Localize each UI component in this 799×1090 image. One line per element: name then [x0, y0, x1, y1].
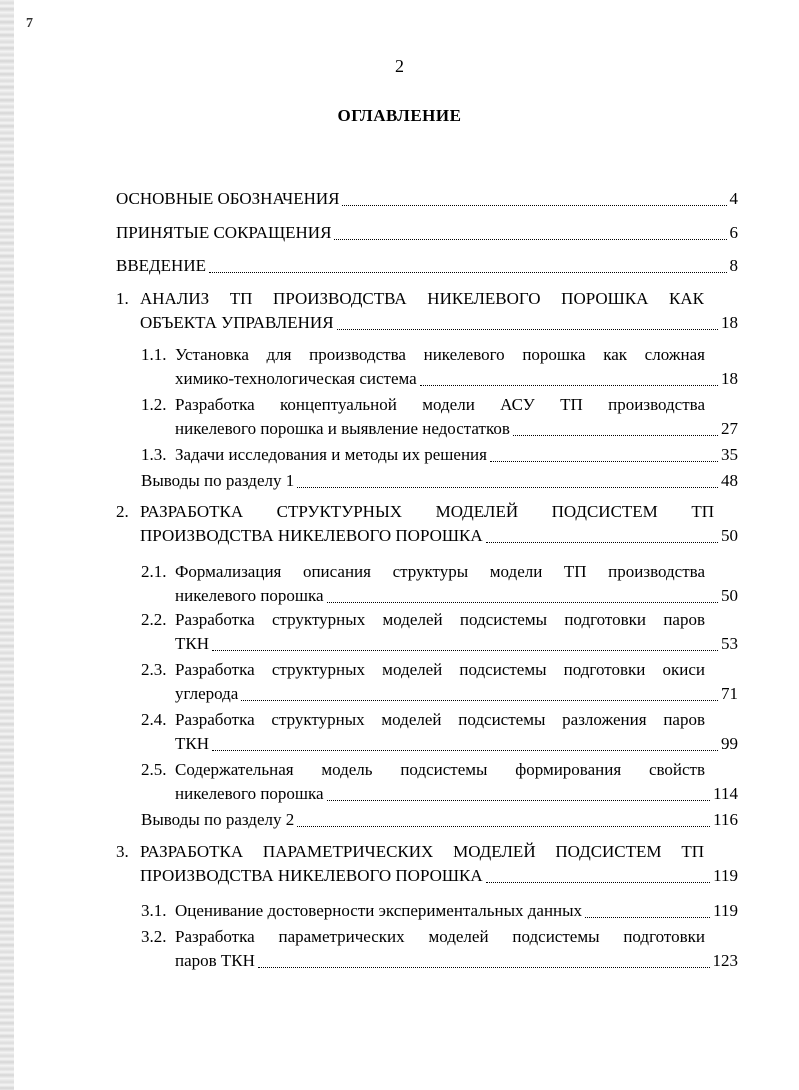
toc-number: 2.: [116, 502, 129, 521]
dot-leader: [212, 649, 718, 651]
toc-number: 2.4.: [141, 710, 167, 729]
toc-number: 3.2.: [141, 927, 167, 946]
toc-label-line2: углерода: [175, 684, 239, 703]
toc-page: 119: [713, 901, 738, 920]
toc-label-line2: ПРОИЗВОДСТВА НИКЕЛЕВОГО ПОРОШКА: [140, 866, 483, 885]
toc-page: 4: [729, 189, 738, 208]
toc-entry-section-2-2[interactable]: [141, 608, 738, 656]
toc-page: 99: [721, 734, 738, 753]
toc-entry-main-symbols[interactable]: [116, 187, 738, 211]
toc-page: 116: [713, 810, 738, 829]
toc-page: 53: [721, 634, 738, 653]
dot-leader: [297, 486, 718, 488]
dot-leader: [420, 384, 718, 386]
dot-leader: [209, 271, 727, 273]
toc-label-line1: РАЗРАБОТКА ПАРАМЕТРИЧЕСКИХ МОДЕЛЕЙ ПОДСИСТЕМ ТП: [140, 842, 704, 861]
toc-label: ОСНОВНЫЕ ОБОЗНАЧЕНИЯ: [116, 189, 340, 208]
toc-entry-chapter-1[interactable]: [116, 287, 738, 335]
dot-leader: [334, 238, 726, 240]
toc-label: Выводы по разделу 1: [141, 471, 295, 490]
toc-page: 50: [721, 586, 738, 605]
toc-entry-section-1-1[interactable]: [141, 343, 738, 391]
dot-leader: [327, 799, 711, 801]
toc-page: 123: [712, 951, 738, 970]
toc-entry-chapter-2[interactable]: [116, 500, 738, 548]
toc-label: Оценивание достоверности экспериментальных данных: [175, 901, 583, 920]
toc-number: 1.1.: [141, 345, 167, 364]
toc-entry-section-3-2[interactable]: [141, 925, 738, 973]
toc-number: 3.: [116, 842, 129, 861]
toc-label-line2: ТКН: [175, 734, 209, 753]
dot-leader: [297, 825, 710, 827]
toc-page: 35: [721, 445, 738, 464]
toc-entry-section-1-2[interactable]: [141, 393, 738, 441]
toc-page: 8: [729, 256, 738, 275]
dot-leader: [212, 749, 718, 751]
toc-label: Задачи исследования и методы их решения: [175, 445, 487, 464]
toc-label-line1: Разработка структурных моделей подсистемы подготовки паров: [175, 610, 705, 629]
toc-entry-section-1-3[interactable]: [141, 443, 738, 467]
dot-leader: [585, 916, 710, 918]
toc-page: 27: [721, 419, 738, 438]
toc-page: 50: [721, 526, 738, 545]
dot-leader: [327, 601, 718, 603]
toc-label: ВВЕДЕНИЕ: [116, 256, 206, 275]
dot-leader: [258, 966, 710, 968]
toc-entry-section-2-1[interactable]: [141, 560, 738, 608]
toc-label-line1: Содержательная модель подсистемы формирования свойств: [175, 760, 705, 779]
toc-number: 1.2.: [141, 395, 167, 414]
toc-label-line2: никелевого порошка: [175, 784, 324, 803]
page-number: 2: [395, 56, 404, 76]
dot-leader: [486, 881, 710, 883]
toc-number: 2.1.: [141, 562, 167, 581]
toc-page: 18: [721, 369, 738, 388]
toc-entry-main-abbreviations[interactable]: [116, 221, 738, 245]
page-title: ОГЛАВЛЕНИЕ: [337, 106, 462, 125]
toc-label-line2: ТКН: [175, 634, 209, 653]
toc-entry-main-introduction[interactable]: [116, 254, 738, 278]
toc-label-line1: Формализация описания структуры модели ТП производства: [175, 562, 705, 581]
toc-page: 114: [713, 784, 738, 803]
toc-number: 2.2.: [141, 610, 167, 629]
scan-edge-artifact: [0, 0, 14, 1090]
toc-page: 48: [721, 471, 738, 490]
toc-entry-section-2-4[interactable]: [141, 708, 738, 756]
toc-number: 1.3.: [141, 445, 167, 464]
toc-entry-chapter-3[interactable]: [116, 840, 738, 888]
toc-page: 18: [721, 313, 738, 332]
toc-label-line1: Разработка структурных моделей подсистемы подготовки окиси: [175, 660, 705, 679]
toc-entry-conclusions-1[interactable]: [141, 469, 738, 493]
corner-mark: 7: [26, 16, 33, 31]
toc-label-line1: АНАЛИЗ ТП ПРОИЗВОДСТВА НИКЕЛЕВОГО ПОРОШКА КАК: [140, 289, 704, 308]
toc-number: 1.: [116, 289, 129, 308]
toc-label-line2: ПРОИЗВОДСТВА НИКЕЛЕВОГО ПОРОШКА: [140, 526, 483, 545]
toc-entry-section-2-5[interactable]: [141, 758, 738, 806]
toc-label: ПРИНЯТЫЕ СОКРАЩЕНИЯ: [116, 223, 332, 242]
toc-label-line1: Установка для производства никелевого порошка как сложная: [175, 345, 705, 364]
toc-label: Выводы по разделу 2: [141, 810, 295, 829]
toc-page: 71: [721, 684, 738, 703]
toc-entry-section-3-1[interactable]: [141, 899, 738, 923]
toc-number: 2.5.: [141, 760, 167, 779]
dot-leader: [513, 434, 718, 436]
toc-label-line1: Разработка параметрических моделей подсистемы подготовки: [175, 927, 705, 946]
toc-label-line2: химико-технологическая система: [175, 369, 417, 388]
toc-entry-conclusions-2[interactable]: [141, 808, 738, 832]
dot-leader: [342, 204, 726, 206]
toc-page: 119: [713, 866, 738, 885]
dot-leader: [490, 460, 718, 462]
dot-leader: [486, 541, 718, 543]
toc-label-line2: никелевого порошка: [175, 586, 324, 605]
dot-leader: [337, 328, 718, 330]
toc-label-line1: Разработка структурных моделей подсистемы разложения паров: [175, 710, 705, 729]
toc-label-line2: никелевого порошка и выявление недостатков: [175, 419, 510, 438]
toc-entry-section-2-3[interactable]: [141, 658, 738, 706]
toc-label-line1: РАЗРАБОТКА СТРУКТУРНЫХ МОДЕЛЕЙ ПОДСИСТЕМ ТП: [140, 502, 714, 521]
toc-page: 6: [729, 223, 738, 242]
toc-number: 3.1.: [141, 901, 167, 920]
dot-leader: [241, 699, 718, 701]
toc-label-line2: ОБЪЕКТА УПРАВЛЕНИЯ: [140, 313, 334, 332]
toc-label-line1: Разработка концептуальной модели АСУ ТП производства: [175, 395, 705, 414]
toc-label-line2: паров ТКН: [175, 951, 255, 970]
toc-number: 2.3.: [141, 660, 167, 679]
